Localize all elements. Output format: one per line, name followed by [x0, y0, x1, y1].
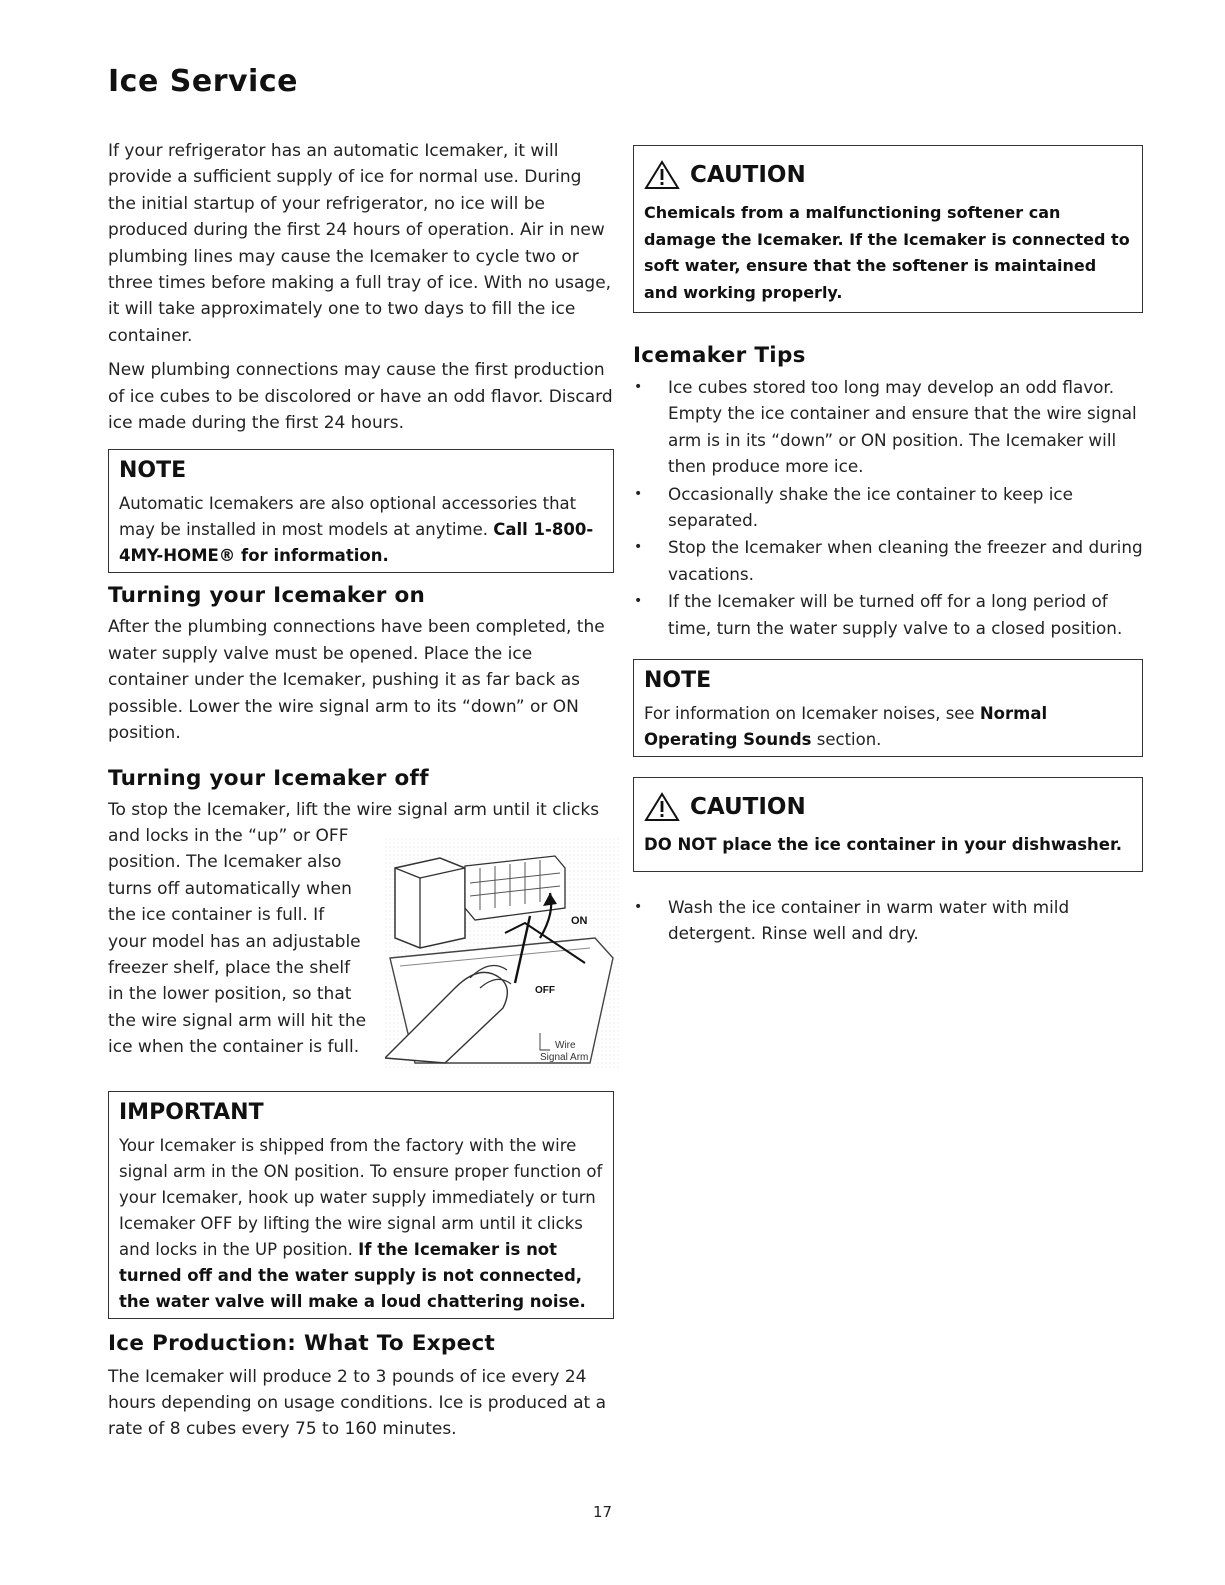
tip-text: Wash the ice container in warm water with mild detergent. Rinse well and dry. [668, 896, 1070, 943]
list-item [633, 374, 1143, 480]
important-box [108, 1091, 614, 1319]
warning-triangle-icon [644, 160, 680, 190]
bullet-icon: • [634, 593, 643, 610]
list-item [633, 481, 1143, 534]
ice-production-heading: Ice Production: What To Expect [108, 1330, 496, 1356]
turning-off-text-full: To stop the Icemaker, lift the wire signal arm until it clicks [108, 799, 600, 820]
icemaker-tips-list [633, 374, 1143, 641]
note-text-after: section. [816, 730, 882, 750]
caution-text: Chemicals from a malfunctioning softener can damage the Icemaker. If the Icemaker is connected to soft water, ensure that the softener is maintained and working properly. [644, 203, 1130, 302]
bullet-icon: • [634, 898, 643, 915]
text-line: the ice container is full. If [108, 905, 325, 926]
tip-text: Stop the Icemaker when cleaning the freezer and during vacations. [668, 537, 1143, 584]
text-line: the wire signal arm will hit the [108, 1010, 367, 1031]
ice-production-text: The Icemaker will produce 2 to 3 pounds of ice every 24 hours depending on usage conditions. Ice is produced at a rate of 8 cubes every 75 to 160 minutes. [108, 1366, 606, 1440]
icemaker-illustration [385, 838, 621, 1068]
text-line: ice when the container is full. [108, 1037, 360, 1058]
text-line: position. The Icemaker also [108, 852, 342, 873]
important-text [119, 1133, 603, 1315]
tip-text: Ice cubes stored too long may develop an odd flavor. Empty the ice container and ensure that the wire signal arm is in its “down” or ON position. The Icemaker will then produce more ice. [668, 377, 1137, 477]
wash-tip-list [633, 894, 1143, 947]
turning-off-text-wrapped [108, 823, 378, 1061]
label-signal-arm: Signal Arm [540, 1052, 589, 1063]
warning-triangle-icon [644, 792, 680, 822]
text-line: freezer shelf, place the shelf [108, 957, 351, 978]
caution-title: CAUTION [690, 162, 806, 188]
turning-on-heading: Turning your Icemaker on [108, 583, 426, 609]
list-item [633, 588, 1143, 641]
note-box-2 [633, 659, 1143, 757]
text-line: in the lower position, so that [108, 984, 352, 1005]
important-title: IMPORTANT [119, 1099, 264, 1125]
turning-off-heading: Turning your Icemaker off [108, 765, 429, 791]
note-text-regular: Automatic Icemakers are also optional accessories that may be installed in most models at anytime. [119, 494, 577, 540]
note-text-bold: Call 1-800-4MY-HOME® for information. [119, 520, 594, 566]
text-line: your model has an adjustable [108, 931, 361, 952]
bullet-icon: • [634, 485, 643, 502]
important-text-regular: Your Icemaker is shipped from the factory with the wire signal arm in the ON position. To ensure proper function of your Icemaker, hook up water supply immediately or turn Icemaker OFF by lifting the wire signal arm until it clicks and locks in the UP position. [119, 1135, 603, 1259]
caution-box-2 [633, 777, 1143, 872]
note-text-regular: For information on Icemaker noises, see [644, 704, 975, 724]
caution-header [644, 160, 1132, 190]
page-number: 17 [593, 1503, 613, 1521]
list-item [633, 534, 1143, 587]
bullet-icon: • [634, 539, 643, 556]
icemaker-tips-heading: Icemaker Tips [633, 343, 806, 368]
intro-paragraph-2: New plumbing connections may cause the first production of ice cubes to be discolored or have an odd flavor. Discard ice made during the first 24 hours. [108, 360, 613, 434]
note-text-bold: Normal Operating Sounds [644, 704, 1048, 750]
note-text [644, 701, 1132, 753]
right-column [633, 145, 1143, 947]
label-on: ON [571, 915, 588, 927]
important-text-bold: If the Icemaker is not turned off and the water supply is not connected, the water valve will make a loud chattering noise. [119, 1239, 586, 1311]
note-text [119, 491, 603, 569]
intro-paragraph-1: If your refrigerator has an automatic Icemaker, it will provide a sufficient supply of ice for normal use. During the initial startup of your refrigerator, no ice will be produced during the first 24 hours of operation. Air in new plumbing lines may cause the Icemaker to cycle two or three times before making a full tray of ice. With no usage, it will take approximately one to two days to fill the ice container. [108, 141, 612, 346]
turning-on-text: After the plumbing connections have been completed, the water supply valve must be opened. Place the ice container under the Icemaker, pushing it as far back as possible. Lower the wire signal arm to its “down” or ON position. [108, 617, 605, 744]
page-title: Ice Service [108, 64, 298, 99]
note-title: NOTE [119, 458, 187, 484]
text-line: turns off automatically when [108, 878, 352, 899]
label-off: OFF [535, 985, 555, 996]
bullet-icon: • [634, 379, 643, 395]
caution-box-1 [633, 145, 1143, 313]
left-column [108, 138, 614, 1451]
tip-text: If the Icemaker will be turned off for a long period of time, turn the water supply valve to a closed position. [668, 591, 1123, 638]
note-title: NOTE [644, 668, 712, 694]
text-line: and locks in the “up” or OFF [108, 825, 349, 846]
caution-title: CAUTION [690, 794, 806, 821]
icemaker-drawing [385, 838, 621, 1068]
list-item [633, 894, 1143, 947]
label-wire: Wire [555, 1040, 576, 1051]
caution-header [644, 792, 1132, 822]
caution-text: DO NOT place the ice container in your dishwasher. [644, 835, 1123, 855]
tip-text: Occasionally shake the ice container to keep ice separated. [668, 483, 1073, 531]
note-box-1 [108, 449, 614, 573]
